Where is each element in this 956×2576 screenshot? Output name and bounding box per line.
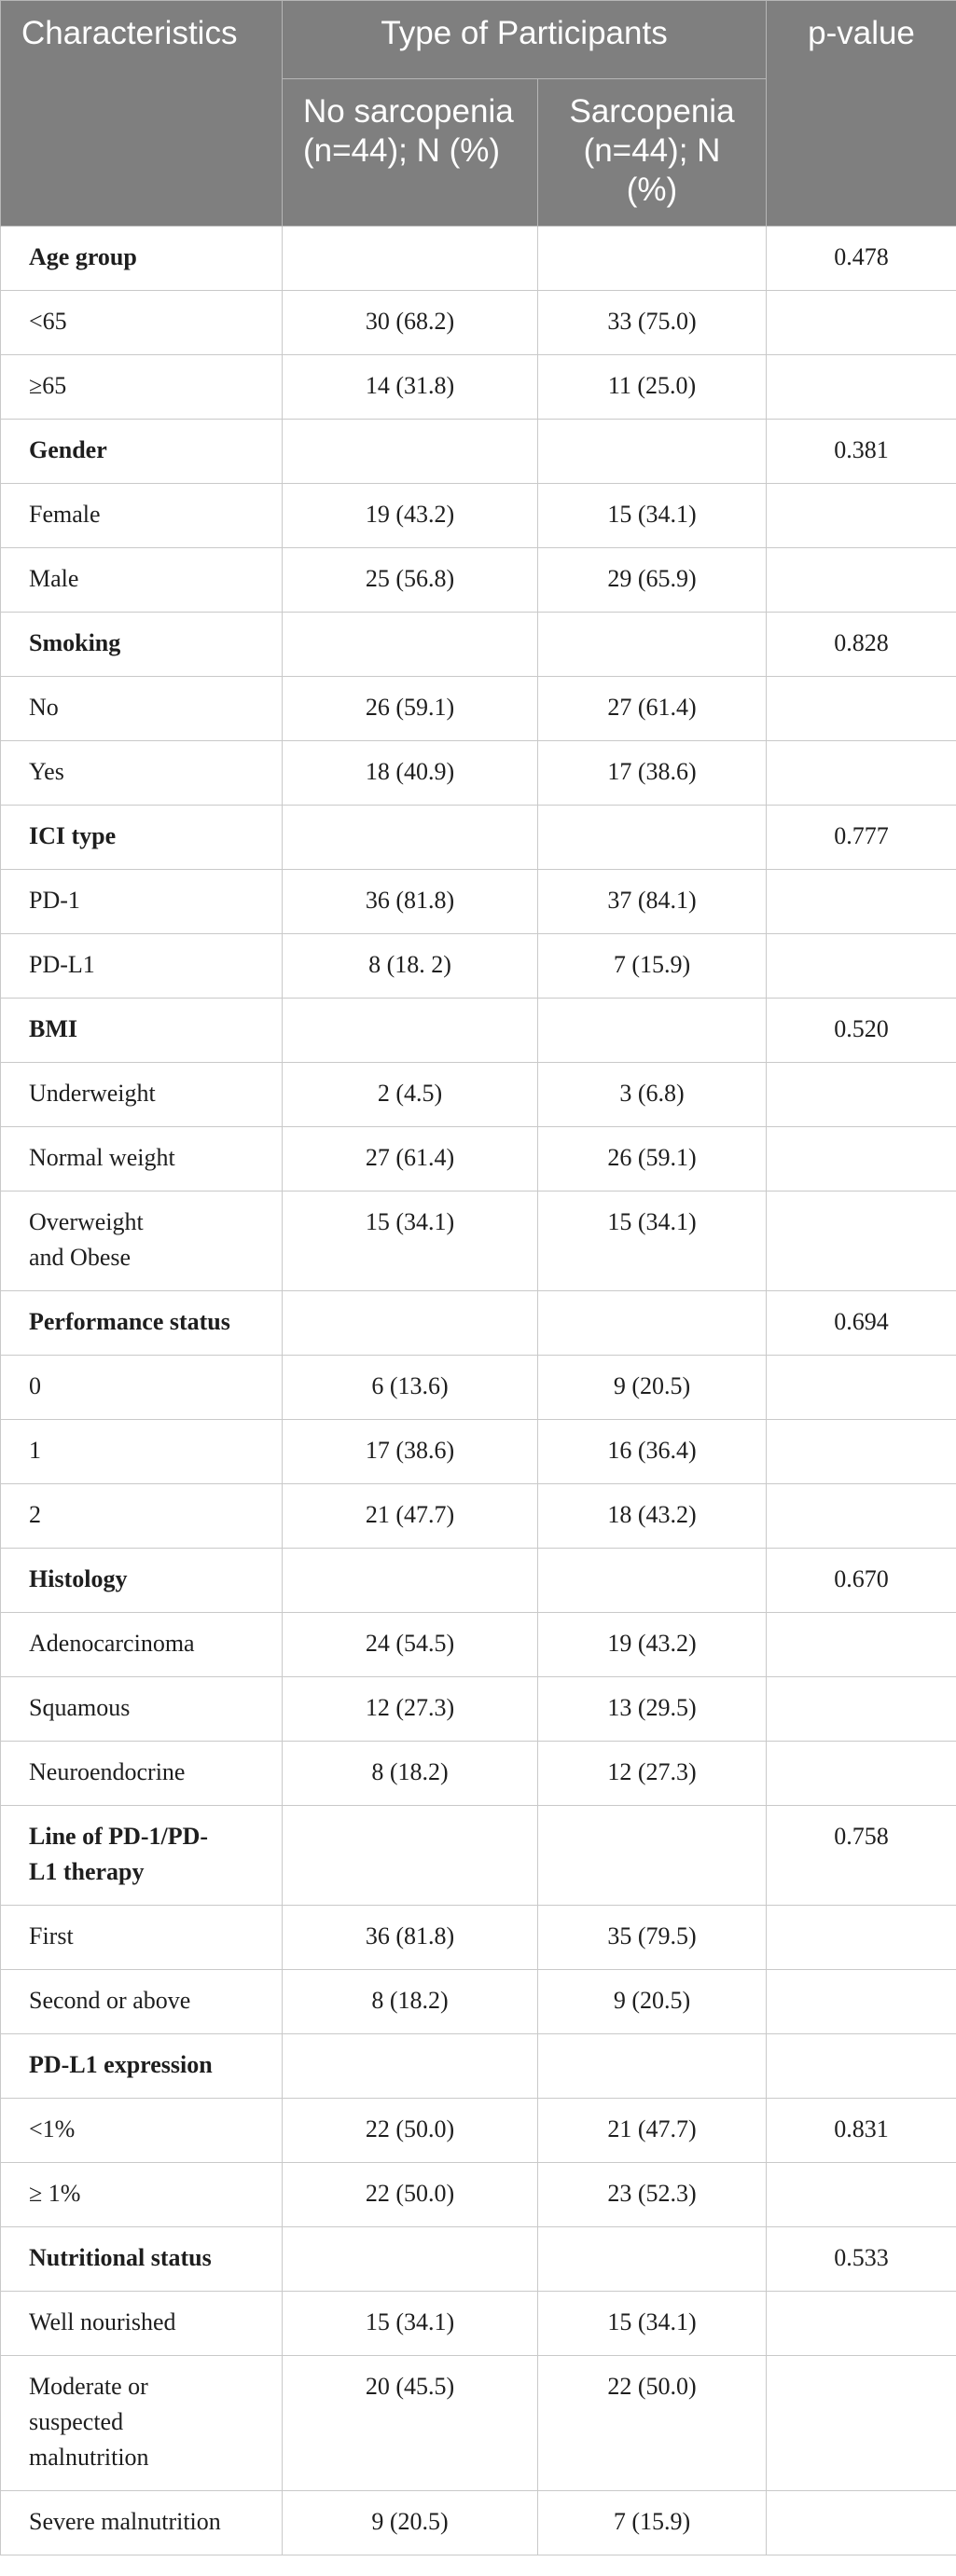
p-value-cell (767, 1906, 956, 1970)
section-row (1, 2034, 956, 2099)
table-row (1, 1484, 956, 1549)
row-label: Female (1, 484, 283, 548)
table-row (1, 355, 956, 420)
p-value-cell: 0.381 (767, 420, 956, 484)
row-label: 2 (1, 1484, 283, 1549)
p-value-cell (767, 677, 956, 741)
section-row (1, 806, 956, 870)
sarcopenia-value: 15 (34.1) (538, 2292, 767, 2356)
no-sarcopenia-value (283, 420, 538, 484)
sarcopenia-value (538, 2034, 767, 2099)
p-value-cell: 0.478 (767, 227, 956, 291)
table-row (1, 870, 956, 934)
sarcopenia-value: 35 (79.5) (538, 1906, 767, 1970)
sarcopenia-value: 9 (20.5) (538, 1970, 767, 2034)
table-body (1, 227, 956, 2555)
sarcopenia-value: 11 (25.0) (538, 355, 767, 420)
no-sarcopenia-value: 30 (68.2) (283, 291, 538, 355)
table-row (1, 548, 956, 613)
header-sarcopenia: Sarcopenia (n=44); N (%) (538, 79, 767, 227)
p-value-cell (767, 1484, 956, 1549)
table-row (1, 934, 956, 999)
no-sarcopenia-value: 24 (54.5) (283, 1613, 538, 1677)
table-row (1, 1192, 956, 1291)
row-label: ≥ 1% (1, 2163, 283, 2227)
no-sarcopenia-value: 22 (50.0) (283, 2099, 538, 2163)
section-row (1, 1549, 956, 1613)
header-p-value: p-value (767, 1, 956, 227)
no-sarcopenia-value (283, 1549, 538, 1613)
section-row (1, 613, 956, 677)
sarcopenia-value (538, 1549, 767, 1613)
row-label: Histology (1, 1549, 283, 1613)
row-label: Adenocarcinoma (1, 1613, 283, 1677)
sarcopenia-value: 33 (75.0) (538, 291, 767, 355)
sarcopenia-value: 13 (29.5) (538, 1677, 767, 1742)
no-sarcopenia-value: 21 (47.7) (283, 1484, 538, 1549)
table-row (1, 1127, 956, 1192)
sarcopenia-value (538, 1806, 767, 1906)
row-label: Moderate or suspected malnutrition (1, 2356, 283, 2491)
no-sarcopenia-value: 2 (4.5) (283, 1063, 538, 1127)
header-participant-type: Type of Participants (283, 1, 767, 79)
p-value-cell (767, 2356, 956, 2491)
table-row (1, 1677, 956, 1742)
table-header (1, 1, 956, 227)
no-sarcopenia-value: 18 (40.9) (283, 741, 538, 806)
row-label: BMI (1, 999, 283, 1063)
p-value-cell (767, 1063, 956, 1127)
sarcopenia-value (538, 806, 767, 870)
header-characteristics: Characteristics (1, 1, 283, 227)
no-sarcopenia-value: 14 (31.8) (283, 355, 538, 420)
p-value-cell (767, 870, 956, 934)
p-value-cell (767, 1127, 956, 1192)
sarcopenia-value: 37 (84.1) (538, 870, 767, 934)
row-label: No (1, 677, 283, 741)
no-sarcopenia-value: 15 (34.1) (283, 2292, 538, 2356)
row-label: Male (1, 548, 283, 613)
sarcopenia-value: 29 (65.9) (538, 548, 767, 613)
row-label: <65 (1, 291, 283, 355)
section-row (1, 2227, 956, 2292)
p-value-cell: 0.520 (767, 999, 956, 1063)
sarcopenia-value: 16 (36.4) (538, 1420, 767, 1484)
p-value-cell (767, 548, 956, 613)
table-row (1, 2163, 956, 2227)
sarcopenia-value: 22 (50.0) (538, 2356, 767, 2491)
row-label: Severe malnutrition (1, 2491, 283, 2555)
table-row (1, 484, 956, 548)
sarcopenia-value: 23 (52.3) (538, 2163, 767, 2227)
no-sarcopenia-value: 8 (18.2) (283, 1970, 538, 2034)
row-label: ICI type (1, 806, 283, 870)
table-row (1, 1613, 956, 1677)
row-label: Yes (1, 741, 283, 806)
sarcopenia-value: 27 (61.4) (538, 677, 767, 741)
p-value-cell (767, 1192, 956, 1291)
no-sarcopenia-value: 25 (56.8) (283, 548, 538, 613)
p-value-cell (767, 1970, 956, 2034)
row-label: ≥65 (1, 355, 283, 420)
row-label: Performance status (1, 1291, 283, 1356)
table-row (1, 291, 956, 355)
p-value-cell (767, 1742, 956, 1806)
no-sarcopenia-value: 17 (38.6) (283, 1420, 538, 1484)
no-sarcopenia-value: 15 (34.1) (283, 1192, 538, 1291)
sarcopenia-value: 15 (34.1) (538, 1192, 767, 1291)
p-value-cell (767, 1420, 956, 1484)
table-row (1, 1742, 956, 1806)
row-label: PD-L1 expression (1, 2034, 283, 2099)
p-value-cell: 0.670 (767, 1549, 956, 1613)
row-label: Gender (1, 420, 283, 484)
table-row (1, 2491, 956, 2555)
table-row (1, 1970, 956, 2034)
table-row (1, 2356, 956, 2491)
table-row (1, 677, 956, 741)
table-row (1, 2292, 956, 2356)
table-row (1, 2099, 956, 2163)
row-label: Line of PD-1/PD- L1 therapy (1, 1806, 283, 1906)
no-sarcopenia-value (283, 999, 538, 1063)
row-label: 0 (1, 1356, 283, 1420)
no-sarcopenia-value (283, 2034, 538, 2099)
sarcopenia-value: 18 (43.2) (538, 1484, 767, 1549)
row-label: Overweight and Obese (1, 1192, 283, 1291)
no-sarcopenia-value: 12 (27.3) (283, 1677, 538, 1742)
table-row (1, 1063, 956, 1127)
no-sarcopenia-value: 8 (18.2) (283, 1742, 538, 1806)
table-row (1, 1420, 956, 1484)
no-sarcopenia-value: 6 (13.6) (283, 1356, 538, 1420)
p-value-cell: 0.694 (767, 1291, 956, 1356)
p-value-cell (767, 2163, 956, 2227)
p-value-cell (767, 355, 956, 420)
row-label: Nutritional status (1, 2227, 283, 2292)
no-sarcopenia-value: 36 (81.8) (283, 870, 538, 934)
section-row (1, 227, 956, 291)
row-label: PD-1 (1, 870, 283, 934)
row-label: Underweight (1, 1063, 283, 1127)
row-label: PD-L1 (1, 934, 283, 999)
sarcopenia-value: 12 (27.3) (538, 1742, 767, 1806)
no-sarcopenia-value (283, 1806, 538, 1906)
p-value-cell: 0.777 (767, 806, 956, 870)
sarcopenia-value (538, 999, 767, 1063)
p-value-cell (767, 2491, 956, 2555)
no-sarcopenia-value: 27 (61.4) (283, 1127, 538, 1192)
sarcopenia-value (538, 2227, 767, 2292)
no-sarcopenia-value (283, 806, 538, 870)
sarcopenia-value (538, 420, 767, 484)
sarcopenia-value (538, 613, 767, 677)
section-row (1, 1806, 956, 1906)
sarcopenia-value: 19 (43.2) (538, 1613, 767, 1677)
row-label: Age group (1, 227, 283, 291)
no-sarcopenia-value: 20 (45.5) (283, 2356, 538, 2491)
sarcopenia-value (538, 227, 767, 291)
no-sarcopenia-value (283, 1291, 538, 1356)
sarcopenia-value: 7 (15.9) (538, 2491, 767, 2555)
sarcopenia-value: 7 (15.9) (538, 934, 767, 999)
no-sarcopenia-value (283, 227, 538, 291)
sarcopenia-value: 9 (20.5) (538, 1356, 767, 1420)
row-label: Neuroendocrine (1, 1742, 283, 1806)
row-label: Well nourished (1, 2292, 283, 2356)
row-label: First (1, 1906, 283, 1970)
table-row (1, 741, 956, 806)
sarcopenia-value: 3 (6.8) (538, 1063, 767, 1127)
no-sarcopenia-value: 22 (50.0) (283, 2163, 538, 2227)
table-row (1, 1906, 956, 1970)
p-value-cell (767, 741, 956, 806)
p-value-cell (767, 291, 956, 355)
p-value-cell (767, 484, 956, 548)
row-label: <1% (1, 2099, 283, 2163)
sarcopenia-value: 15 (34.1) (538, 484, 767, 548)
row-label: Normal weight (1, 1127, 283, 1192)
p-value-cell (767, 1613, 956, 1677)
section-row (1, 1291, 956, 1356)
p-value-cell (767, 2034, 956, 2099)
p-value-cell: 0.831 (767, 2099, 956, 2163)
no-sarcopenia-value (283, 2227, 538, 2292)
no-sarcopenia-value (283, 613, 538, 677)
sarcopenia-value: 26 (59.1) (538, 1127, 767, 1192)
p-value-cell (767, 1677, 956, 1742)
p-value-cell: 0.828 (767, 613, 956, 677)
table-row (1, 1356, 956, 1420)
row-label: Smoking (1, 613, 283, 677)
header-no-sarcopenia: No sarcopenia (n=44); N (%) (283, 79, 538, 227)
row-label: 1 (1, 1420, 283, 1484)
p-value-cell: 0.758 (767, 1806, 956, 1906)
no-sarcopenia-value: 19 (43.2) (283, 484, 538, 548)
p-value-cell (767, 2292, 956, 2356)
row-label: Squamous (1, 1677, 283, 1742)
row-label: Second or above (1, 1970, 283, 2034)
no-sarcopenia-value: 26 (59.1) (283, 677, 538, 741)
no-sarcopenia-value: 8 (18. 2) (283, 934, 538, 999)
sarcopenia-value: 17 (38.6) (538, 741, 767, 806)
sarcopenia-value (538, 1291, 767, 1356)
p-value-cell: 0.533 (767, 2227, 956, 2292)
section-row (1, 999, 956, 1063)
section-row (1, 420, 956, 484)
sarcopenia-value: 21 (47.7) (538, 2099, 767, 2163)
p-value-cell (767, 1356, 956, 1420)
no-sarcopenia-value: 36 (81.8) (283, 1906, 538, 1970)
no-sarcopenia-value: 9 (20.5) (283, 2491, 538, 2555)
p-value-cell (767, 934, 956, 999)
